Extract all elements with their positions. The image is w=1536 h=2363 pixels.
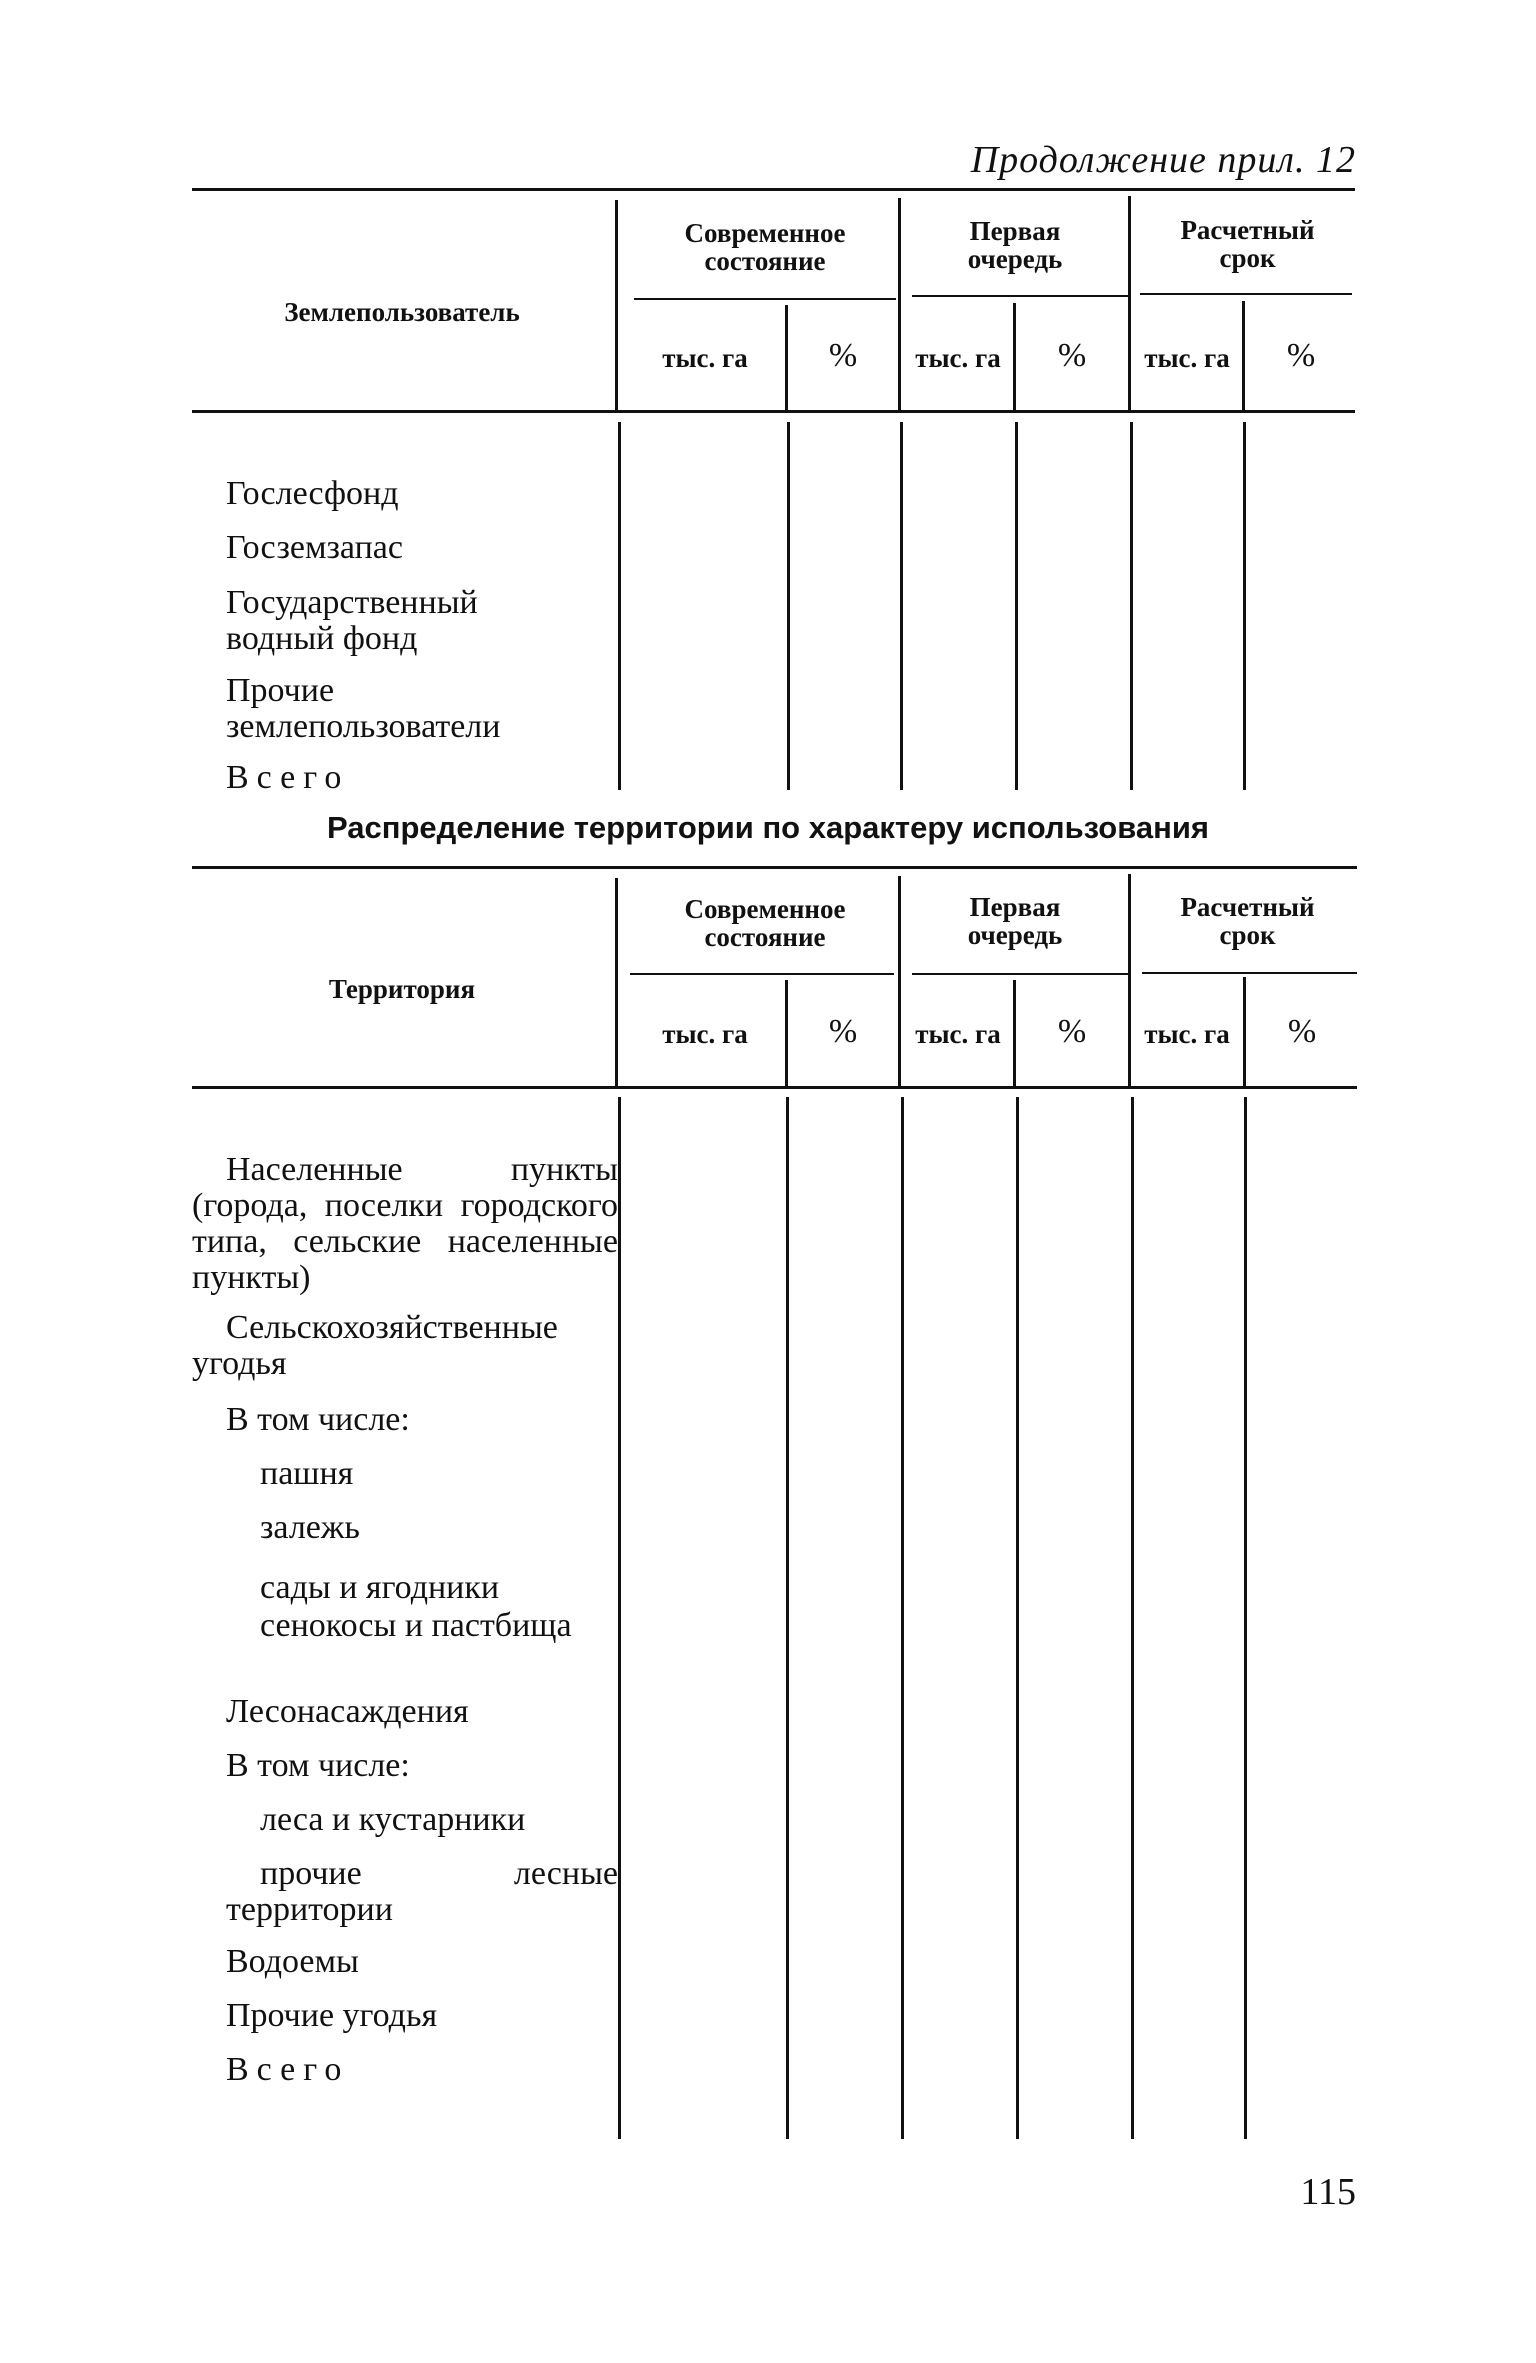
table2-row: Населенные пункты (города, поселки городского типа, сельские населенные пункты) [192,1151,618,1296]
table1-row: Госземзапас [226,529,403,566]
table2-row: прочие лесные территории [226,1855,618,1928]
table1-col-divider [1130,422,1133,790]
table2-col-divider [901,1097,904,2139]
table1-sub-ha-1: тыс. га [662,343,748,373]
table2-col-divider [1013,980,1016,1086]
table1-group-rule [912,295,1128,297]
table1-col-divider [900,422,903,790]
table1-top-rule [192,188,1355,191]
table2-caption: Распределение территории по характеру использования [327,810,1209,845]
table2-col-divider [615,878,618,1086]
table2-row: сады и ягодники [260,1569,500,1606]
table1-group-final: Расчетный срок [1180,215,1315,273]
table1-col-divider [1013,303,1016,410]
table1-col-divider [1243,422,1246,790]
table1-group-rule [1140,293,1352,295]
table2-group-current: Современное состояние [684,894,846,952]
table1-sub-pct-3: % [1286,337,1316,374]
table1-row: Гослесфонд [226,475,399,512]
table2-group-first: Первая очередь [967,892,1063,950]
table1-row: Всего [226,759,350,796]
table2-top-rule [192,866,1357,869]
table2-row: пашня [260,1455,354,1492]
table2-col-divider [618,1097,621,2139]
table1-row: Государственный водный фонд [226,584,478,657]
table1-group-rule [634,298,896,300]
table2-row: Всего [226,2051,350,2088]
table1-col-divider [898,198,901,410]
table1-sub-pct-2: % [1057,337,1087,374]
table2-row: сенокосы и пастбища [260,1607,572,1644]
table2-row-header: Территория [328,974,476,1004]
table1-sub-ha-3: тыс. га [1144,343,1230,373]
table2-col-divider [1131,1097,1134,2139]
table2-col-divider [1243,977,1246,1086]
table2-row: Водоемы [226,1943,359,1980]
table2-sub-ha-2: тыс. га [915,1019,1001,1049]
running-head: Продолжение прил. 12 [970,139,1356,181]
table2-group-final: Расчетный срок [1180,892,1315,950]
table1-col-divider [787,422,790,790]
table2-row: Сельскохозяйственные угодья [192,1309,558,1382]
table2-sub-pct-1: % [828,1013,858,1050]
table1-group-first: Первая очередь [967,216,1063,274]
table2-row: В том числе: [226,1401,410,1438]
table2-col-divider [1128,874,1131,1086]
table2-row: леса и кустарники [260,1801,526,1838]
table2-sub-pct-3: % [1287,1013,1317,1050]
table2-group-rule [1142,972,1357,974]
table2-row: залежь [260,1509,360,1546]
table1-row-header: Землепользователь [284,297,520,327]
table1-header-bottom-rule [192,410,1355,413]
table2-col-divider [898,876,901,1086]
table2-sub-pct-2: % [1057,1013,1087,1050]
table2-row: В том числе: [226,1747,410,1784]
table2-col-divider [785,980,788,1086]
table2-row: Лесонасаждения [226,1693,469,1730]
table1-col-divider [785,305,788,410]
table1-col-divider [1015,422,1018,790]
table1-sub-pct-1: % [828,337,858,374]
table2-row: Прочие угодья [226,1997,438,2034]
table1-group-current: Современное состояние [684,218,846,276]
table1-sub-ha-2: тыс. га [915,343,1001,373]
table1-col-divider [1242,301,1245,410]
table1-col-divider [1128,196,1131,410]
table2-col-divider [1244,1097,1247,2139]
table2-group-rule [912,973,1130,975]
table1-row: Прочие землепользователи [226,672,501,745]
table2-group-rule [630,973,894,975]
page-number: 115 [1300,2171,1356,2213]
table2-sub-ha-3: тыс. га [1144,1019,1230,1049]
table2-col-divider [786,1097,789,2139]
table2-header-bottom-rule [192,1086,1357,1089]
table2-sub-ha-1: тыс. га [662,1019,748,1049]
table2-col-divider [1016,1097,1019,2139]
table1-col-divider [615,200,618,410]
